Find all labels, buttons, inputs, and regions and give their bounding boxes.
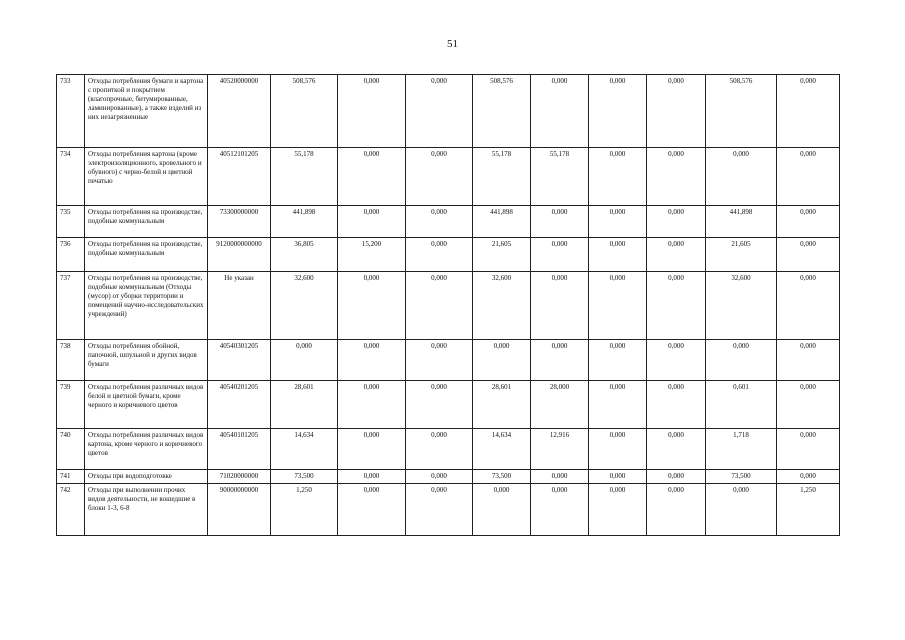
value-cell: 0,000	[473, 484, 531, 536]
value-cell: 0,000	[406, 470, 473, 484]
value-cell: 0,000	[338, 381, 406, 429]
value-cell: 0,000	[338, 75, 406, 148]
value-cell: 0,000	[647, 340, 706, 381]
value-cell: 12,916	[531, 429, 589, 470]
value-cell: 1,250	[271, 484, 338, 536]
value-cell: 0,000	[777, 272, 840, 340]
waste-code: 40540201205	[208, 381, 271, 429]
table-row	[57, 340, 840, 381]
value-cell: 0,000	[589, 340, 647, 381]
value-cell: 73,500	[706, 470, 777, 484]
value-cell: 508,576	[706, 75, 777, 148]
row-number: 738	[57, 340, 85, 381]
waste-name: Отходы потребления на производстве, подобные коммунальным (Отходы (мусор) от уборки территории и помещений научно-исследовательских учреждений)	[85, 272, 208, 340]
table-row	[57, 484, 840, 536]
value-cell: 0,000	[473, 340, 531, 381]
value-cell: 73,500	[271, 470, 338, 484]
value-cell: 0,000	[647, 429, 706, 470]
value-cell: 0,000	[531, 272, 589, 340]
table-row	[57, 272, 840, 340]
page-number: 51	[447, 38, 458, 50]
value-cell: 0,000	[406, 484, 473, 536]
row-number: 741	[57, 470, 85, 484]
waste-name: Отходы потребления обойной, папочной, шпульной и других видов бумаги	[85, 340, 208, 381]
value-cell: 36,805	[271, 238, 338, 272]
value-cell: 32,600	[271, 272, 338, 340]
value-cell: 32,600	[473, 272, 531, 340]
value-cell: 0,000	[777, 206, 840, 238]
value-cell: 0,000	[647, 381, 706, 429]
value-cell: 0,000	[589, 272, 647, 340]
waste-code: 9120000000000	[208, 238, 271, 272]
row-number: 737	[57, 272, 85, 340]
table-row	[57, 75, 840, 148]
value-cell: 14,634	[473, 429, 531, 470]
value-cell: 0,000	[706, 148, 777, 206]
table-row	[57, 381, 840, 429]
value-cell: 0,000	[338, 148, 406, 206]
waste-code: 40512101205	[208, 148, 271, 206]
value-cell: 0,000	[406, 340, 473, 381]
waste-name: Отходы при водоподготовке	[85, 470, 208, 484]
table-body	[57, 75, 840, 536]
value-cell: 32,600	[706, 272, 777, 340]
value-cell: 0,000	[647, 148, 706, 206]
value-cell: 0,000	[406, 75, 473, 148]
value-cell: 0,000	[531, 470, 589, 484]
waste-code: 40540301205	[208, 340, 271, 381]
waste-name: Отходы потребления картона (кроме электроизоляционного, кровельного и обувного) с черно-белой и цветной печатью	[85, 148, 208, 206]
value-cell: 21,605	[706, 238, 777, 272]
value-cell: 0,000	[589, 484, 647, 536]
value-cell: 0,000	[338, 272, 406, 340]
waste-name: Отходы при выполнении прочих видов деятельности, не вошедшие в блоки 1-3, 6-8	[85, 484, 208, 536]
value-cell: 55,178	[473, 148, 531, 206]
waste-code: 71020000000	[208, 470, 271, 484]
value-cell: 0,000	[589, 148, 647, 206]
value-cell: 0,000	[777, 148, 840, 206]
value-cell: 0,000	[406, 381, 473, 429]
waste-table	[56, 74, 840, 536]
value-cell: 441,898	[271, 206, 338, 238]
waste-code: Не указан	[208, 272, 271, 340]
table-row	[57, 470, 840, 484]
waste-code: 73300000000	[208, 206, 271, 238]
value-cell: 0,000	[531, 206, 589, 238]
value-cell: 0,000	[406, 148, 473, 206]
value-cell: 0,000	[589, 75, 647, 148]
table-row	[57, 238, 840, 272]
value-cell: 1,718	[706, 429, 777, 470]
value-cell: 508,576	[473, 75, 531, 148]
value-cell: 0,000	[531, 484, 589, 536]
value-cell: 0,000	[406, 206, 473, 238]
value-cell: 0,601	[706, 381, 777, 429]
value-cell: 0,000	[271, 340, 338, 381]
waste-name: Отходы потребления на производстве, подобные коммунальным	[85, 206, 208, 238]
value-cell: 0,000	[531, 75, 589, 148]
value-cell: 0,000	[777, 238, 840, 272]
waste-name: Отходы потребления бумаги и картона с пропиткой и покрытием (влагопрочные, битумированные, ламинированные), а также изделий из них незагрязненные	[85, 75, 208, 148]
value-cell: 0,000	[406, 238, 473, 272]
waste-code: 40520000000	[208, 75, 271, 148]
row-number: 740	[57, 429, 85, 470]
waste-name: Отходы потребления на производстве, подобные коммунальным	[85, 238, 208, 272]
row-number: 735	[57, 206, 85, 238]
value-cell: 0,000	[406, 429, 473, 470]
value-cell: 0,000	[338, 340, 406, 381]
table-row	[57, 206, 840, 238]
value-cell: 0,000	[338, 206, 406, 238]
value-cell: 0,000	[589, 381, 647, 429]
waste-name: Отходы потребления различных видов картона, кроме черного и коричневого цветов	[85, 429, 208, 470]
value-cell: 0,000	[777, 381, 840, 429]
waste-code: 90000000000	[208, 484, 271, 536]
value-cell: 0,000	[777, 470, 840, 484]
value-cell: 0,000	[706, 340, 777, 381]
waste-name: Отходы потребления различных видов белой и цветной бумаги, кроме черного и коричневого цветов	[85, 381, 208, 429]
value-cell: 508,576	[271, 75, 338, 148]
value-cell: 0,000	[589, 429, 647, 470]
row-number: 734	[57, 148, 85, 206]
value-cell: 0,000	[647, 75, 706, 148]
value-cell: 28,601	[473, 381, 531, 429]
value-cell: 0,000	[338, 429, 406, 470]
value-cell: 0,000	[406, 272, 473, 340]
value-cell: 28,000	[531, 381, 589, 429]
row-number: 739	[57, 381, 85, 429]
row-number: 742	[57, 484, 85, 536]
value-cell: 0,000	[647, 206, 706, 238]
value-cell: 0,000	[647, 470, 706, 484]
value-cell: 0,000	[647, 238, 706, 272]
value-cell: 0,000	[589, 206, 647, 238]
value-cell: 0,000	[531, 340, 589, 381]
value-cell: 14,634	[271, 429, 338, 470]
row-number: 736	[57, 238, 85, 272]
value-cell: 55,178	[271, 148, 338, 206]
value-cell: 0,000	[338, 484, 406, 536]
value-cell: 0,000	[338, 470, 406, 484]
value-cell: 0,000	[777, 75, 840, 148]
value-cell: 0,000	[777, 340, 840, 381]
value-cell: 15,200	[338, 238, 406, 272]
row-number: 733	[57, 75, 85, 148]
value-cell: 21,605	[473, 238, 531, 272]
value-cell: 441,898	[706, 206, 777, 238]
value-cell: 0,000	[589, 470, 647, 484]
value-cell: 0,000	[647, 484, 706, 536]
table-row	[57, 429, 840, 470]
value-cell: 0,000	[531, 238, 589, 272]
value-cell: 1,250	[777, 484, 840, 536]
value-cell: 55,178	[531, 148, 589, 206]
value-cell: 0,000	[589, 238, 647, 272]
value-cell: 441,898	[473, 206, 531, 238]
table-row	[57, 148, 840, 206]
value-cell: 0,000	[706, 484, 777, 536]
value-cell: 0,000	[777, 429, 840, 470]
waste-code: 40540101205	[208, 429, 271, 470]
value-cell: 0,000	[647, 272, 706, 340]
value-cell: 73,500	[473, 470, 531, 484]
value-cell: 28,601	[271, 381, 338, 429]
